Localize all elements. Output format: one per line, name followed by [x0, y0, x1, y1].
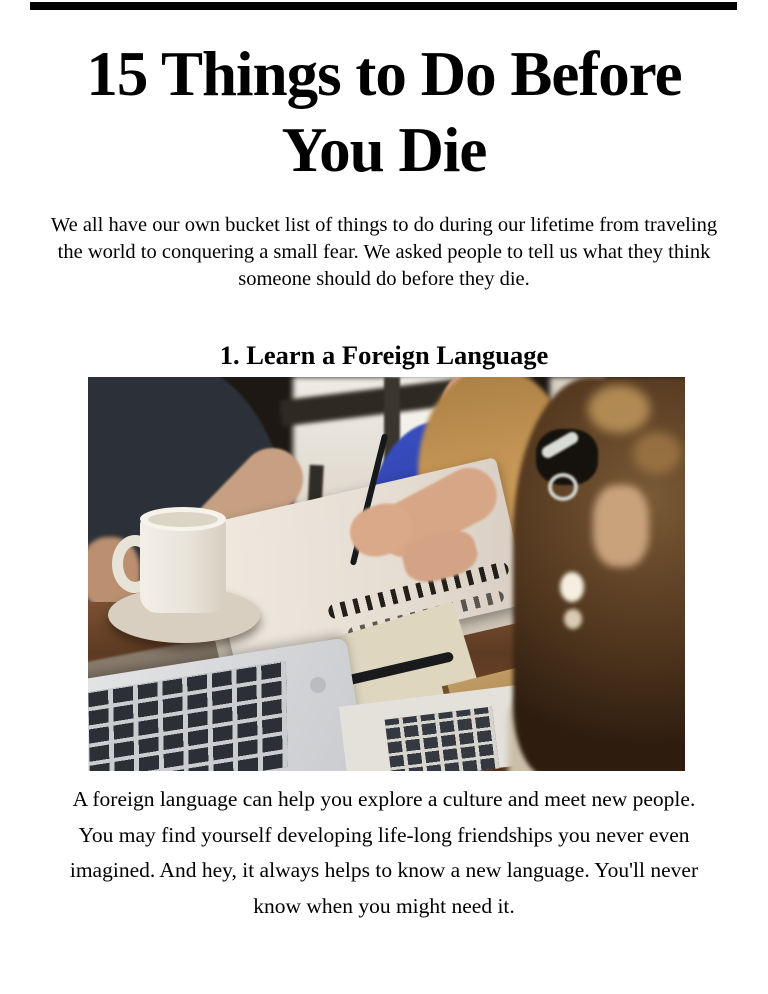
intro-line-2: the world to conquering a small fear. We asked people to tell us what they think	[57, 241, 711, 263]
photo-bokeh-highlight	[560, 572, 584, 602]
photo-mug-inner	[148, 512, 218, 527]
section-1-line-3: imagined. And hey, it always helps to know a new language. You'll never	[69, 858, 699, 882]
photo-hair-curl	[633, 432, 681, 474]
photo-hair-curl	[588, 385, 650, 433]
photo-glasses-rim	[548, 473, 578, 501]
intro-line-1: We all have our own bucket list of things to do during our lifetime from traveling	[50, 214, 718, 236]
intro-line-3: someone should do before they die.	[238, 268, 530, 290]
section-1-heading: 1. Learn a Foreign Language	[219, 340, 549, 370]
intro-paragraph	[0, 212, 768, 293]
section-1-line-1: A foreign language can help you explore a culture and meet new people.	[72, 787, 696, 811]
page-title	[0, 36, 768, 188]
section-1-line-2: You may find yourself developing life-long friendships you never even	[78, 822, 690, 847]
page-title-line-2: You Die	[281, 115, 487, 185]
section-1-paragraph	[0, 782, 768, 924]
photo-bokeh-highlight	[564, 609, 582, 629]
page-title-line-1: 15 Things to Do Before	[86, 39, 682, 109]
top-rule	[30, 2, 737, 10]
section-1-line-4: know when you might need it.	[253, 893, 515, 918]
photo-laptop-logo	[310, 677, 326, 693]
section-1-photo	[88, 377, 685, 771]
photo-neck	[593, 485, 649, 567]
